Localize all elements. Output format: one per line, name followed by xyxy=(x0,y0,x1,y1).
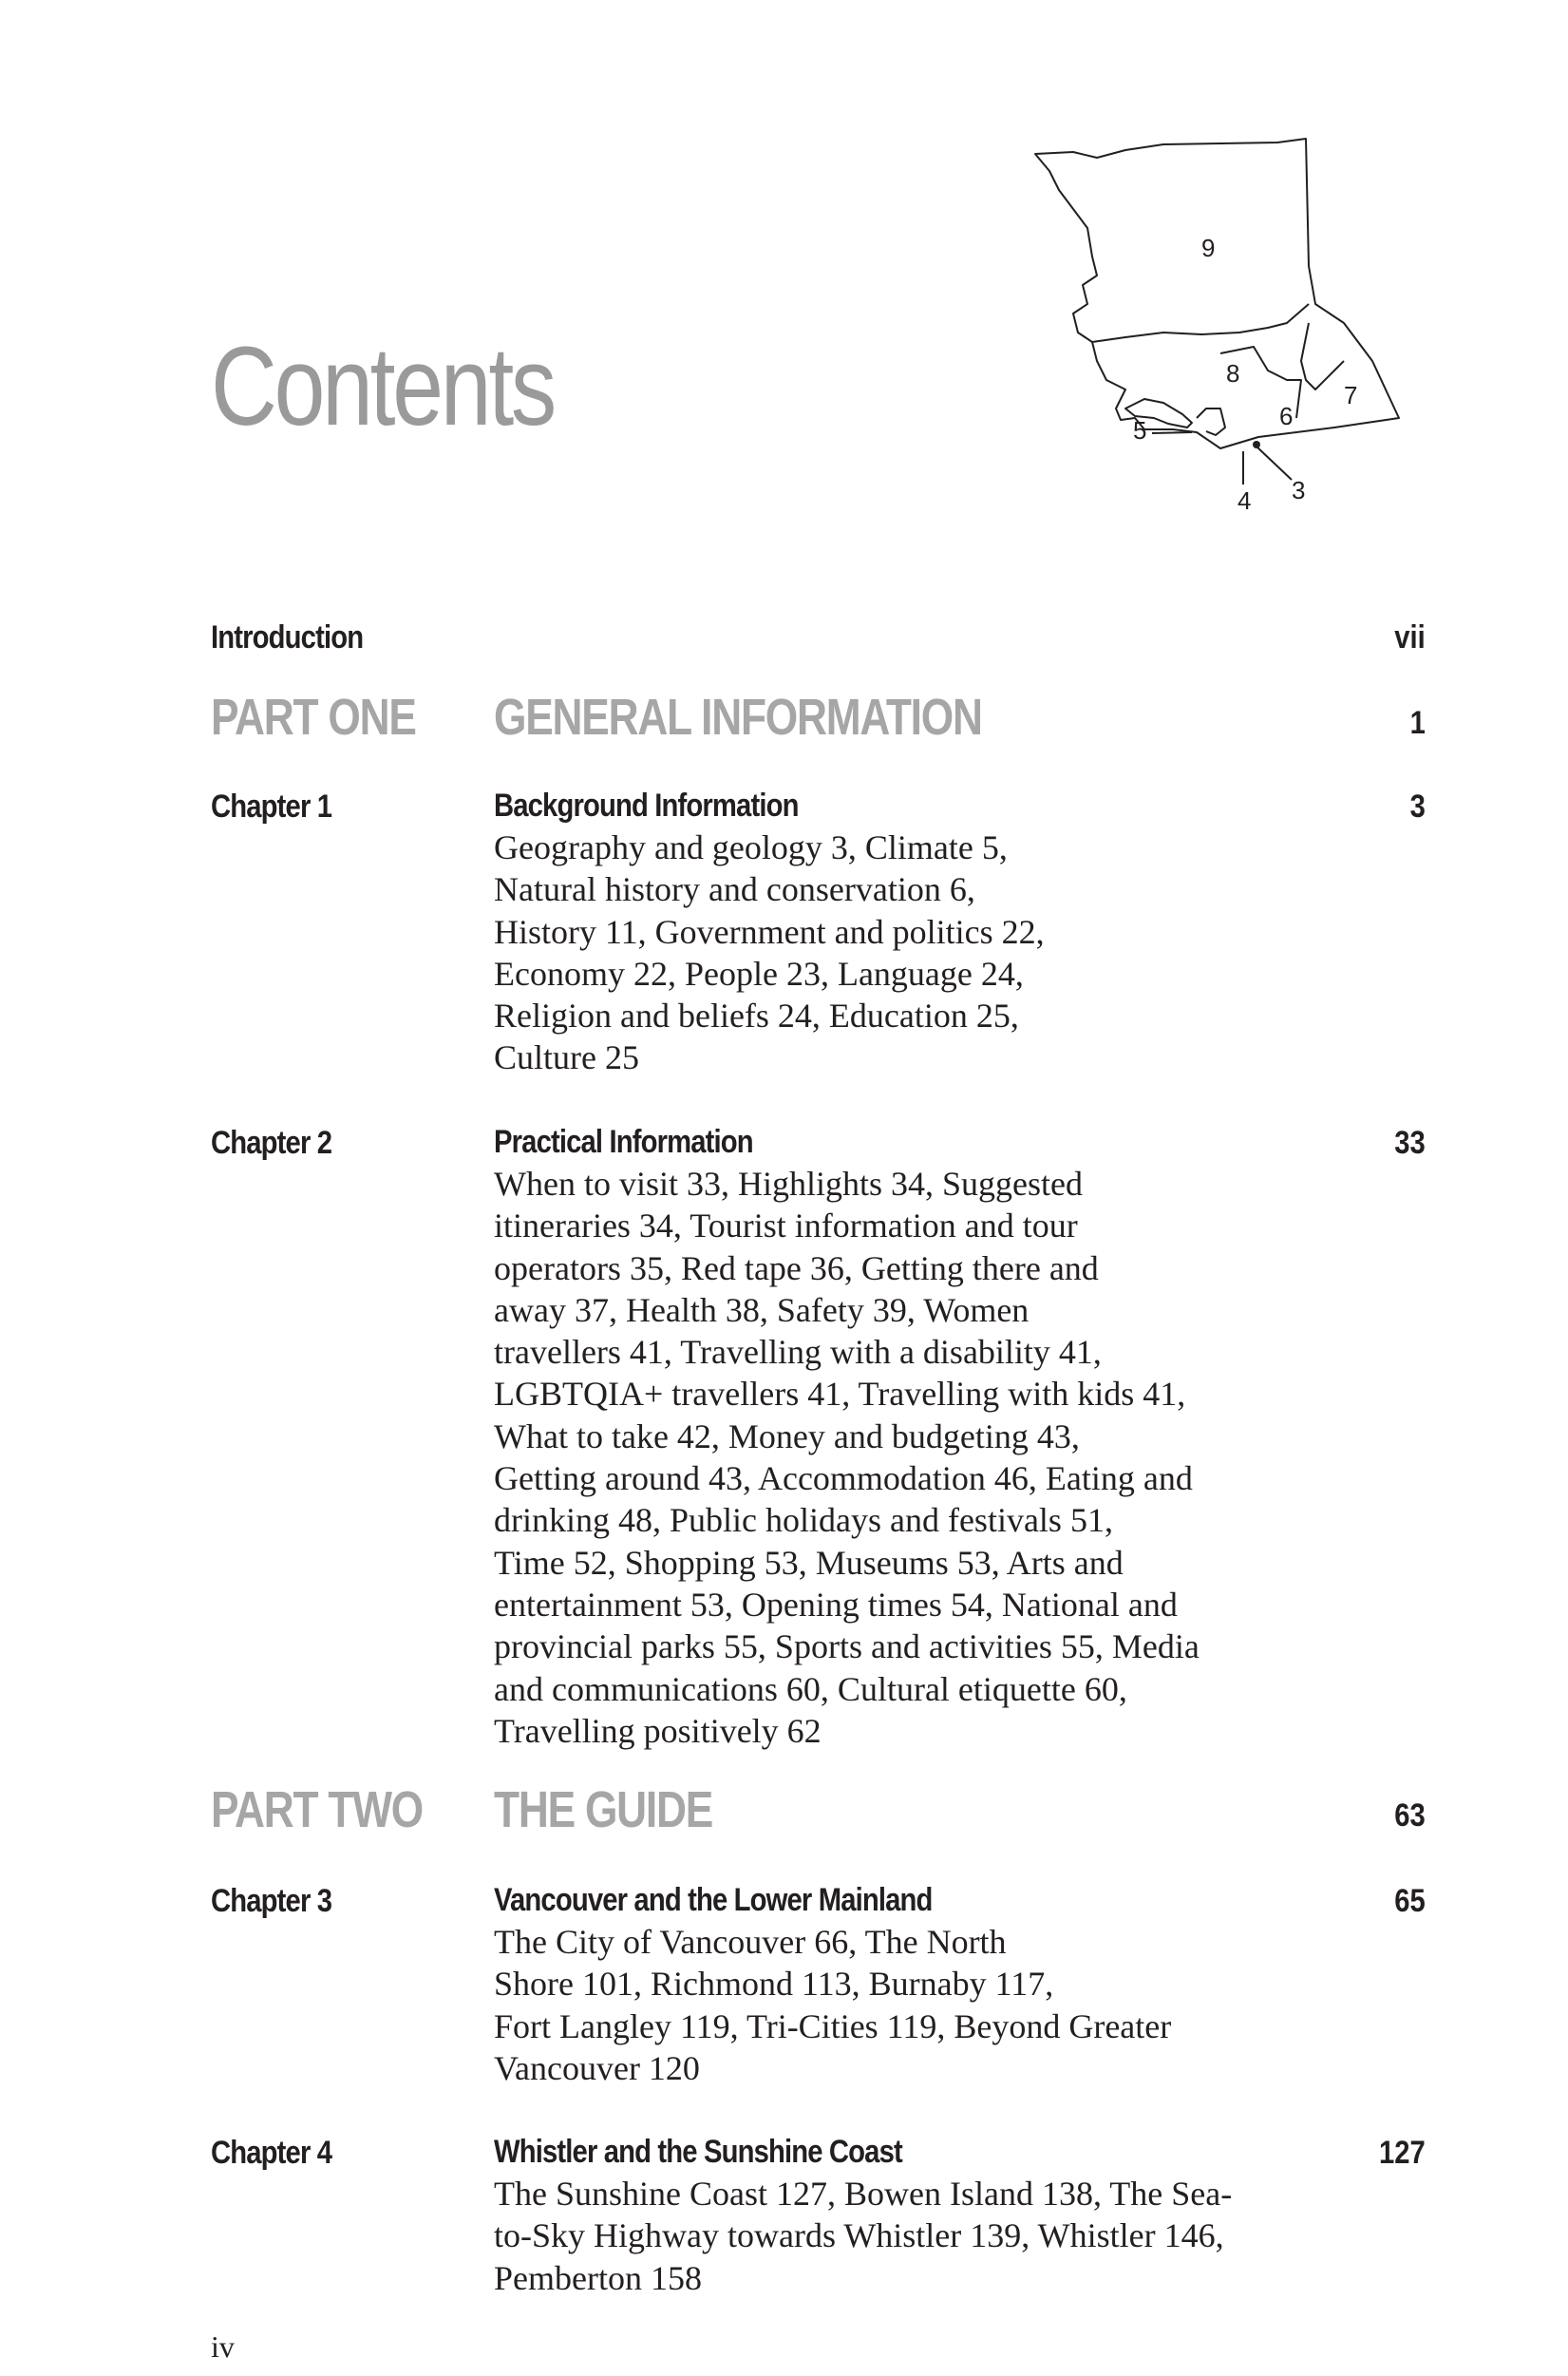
chapter-4-entries: The Sunshine Coast 127, Bowen Island 138, The Sea- to-Sky Highway towards Whistler 139, Whistler 146, Pemberton 158 xyxy=(494,2175,1233,2297)
chapter-3-title: Vancouver and the Lower Mainland xyxy=(494,1882,933,1918)
region-outline-rockies xyxy=(1301,323,1344,390)
chapter-3-page: 65 xyxy=(1394,1883,1426,1919)
region-label-3: 3 xyxy=(1292,476,1306,504)
page-title: Contents xyxy=(211,324,555,449)
chapter-1-entries: Geography and geology 3, Climate 5, Natural history and conservation 6, History 11, Government and politics 22, Economy 22, People 23, Language 24, Religion and beliefs 24, Education 25, Culture 25 xyxy=(494,828,1045,1077)
part-two-label: PART TWO xyxy=(211,1781,424,1838)
part-one-title: GENERAL INFORMATION xyxy=(494,689,982,746)
introduction-label: Introduction xyxy=(211,619,364,656)
region-outline-lower-mainland xyxy=(1197,409,1225,435)
part-one-label: PART ONE xyxy=(211,689,416,746)
chapter-3-entries: The City of Vancouver 66, The North Shore 101, Richmond 113, Burnaby 117, Fort Langley 119, Tri-Cities 119, Beyond Greater Vancouver 120 xyxy=(494,1923,1172,2087)
region-label-4: 4 xyxy=(1237,486,1252,515)
chapter-1-page: 3 xyxy=(1409,789,1426,825)
page-folio: iv xyxy=(211,2329,235,2364)
chapter-1-label: Chapter 1 xyxy=(211,789,332,825)
chapter-4-label: Chapter 4 xyxy=(211,2135,332,2171)
region-label-5: 5 xyxy=(1133,416,1147,445)
leader-line-3 xyxy=(1256,447,1292,480)
british-columbia-region-map xyxy=(1030,133,1439,532)
region-label-8: 8 xyxy=(1226,359,1240,388)
chapter-4-block xyxy=(494,2131,1311,2299)
chapter-3-label: Chapter 3 xyxy=(211,1883,332,1919)
region-label-7: 7 xyxy=(1344,381,1358,409)
chapter-1-title: Background Information xyxy=(494,788,799,824)
chapter-2-title: Practical Information xyxy=(494,1124,753,1160)
introduction-page: vii xyxy=(1394,619,1426,656)
chapter-2-page: 33 xyxy=(1394,1125,1426,1161)
leader-line-5 xyxy=(1152,432,1192,433)
region-label-9: 9 xyxy=(1201,234,1216,262)
part-one-page: 1 xyxy=(1409,705,1426,741)
chapter-2-block xyxy=(494,1121,1311,1752)
chapter-2-label: Chapter 2 xyxy=(211,1125,332,1161)
part-two-title: THE GUIDE xyxy=(494,1781,713,1838)
chapter-3-block xyxy=(494,1879,1311,2089)
region-label-6: 6 xyxy=(1279,402,1294,430)
chapter-2-entries: When to visit 33, Highlights 34, Suggested itineraries 34, Tourist information and tour operators 35, Red tape 36, Getting there and away 37, Health 38, Safety 39, Women travellers 41, Travelling with a disability 41, LGBTQIA+ travellers 41, Travelling with kids 41, What to take 42, Money and budgeting 43, Getting around 43, Accommodation 46, Eating and drinking 48, Public holidays and festivals 51, Time 52, Shopping 53, Museums 53, Arts and entertainment 53, Opening times 54, National and provincial parks 55, Sports and activities 55, Media and communications 60, Cultural etiquette 60, Travelling positively 62 xyxy=(494,1165,1200,1750)
part-two-page: 63 xyxy=(1394,1797,1426,1834)
city-dot xyxy=(1253,441,1260,448)
chapter-4-page: 127 xyxy=(1379,2135,1426,2171)
chapter-4-title: Whistler and the Sunshine Coast xyxy=(494,2134,902,2170)
region-outline-north xyxy=(1092,304,1309,342)
chapter-1-block xyxy=(494,785,1311,1079)
